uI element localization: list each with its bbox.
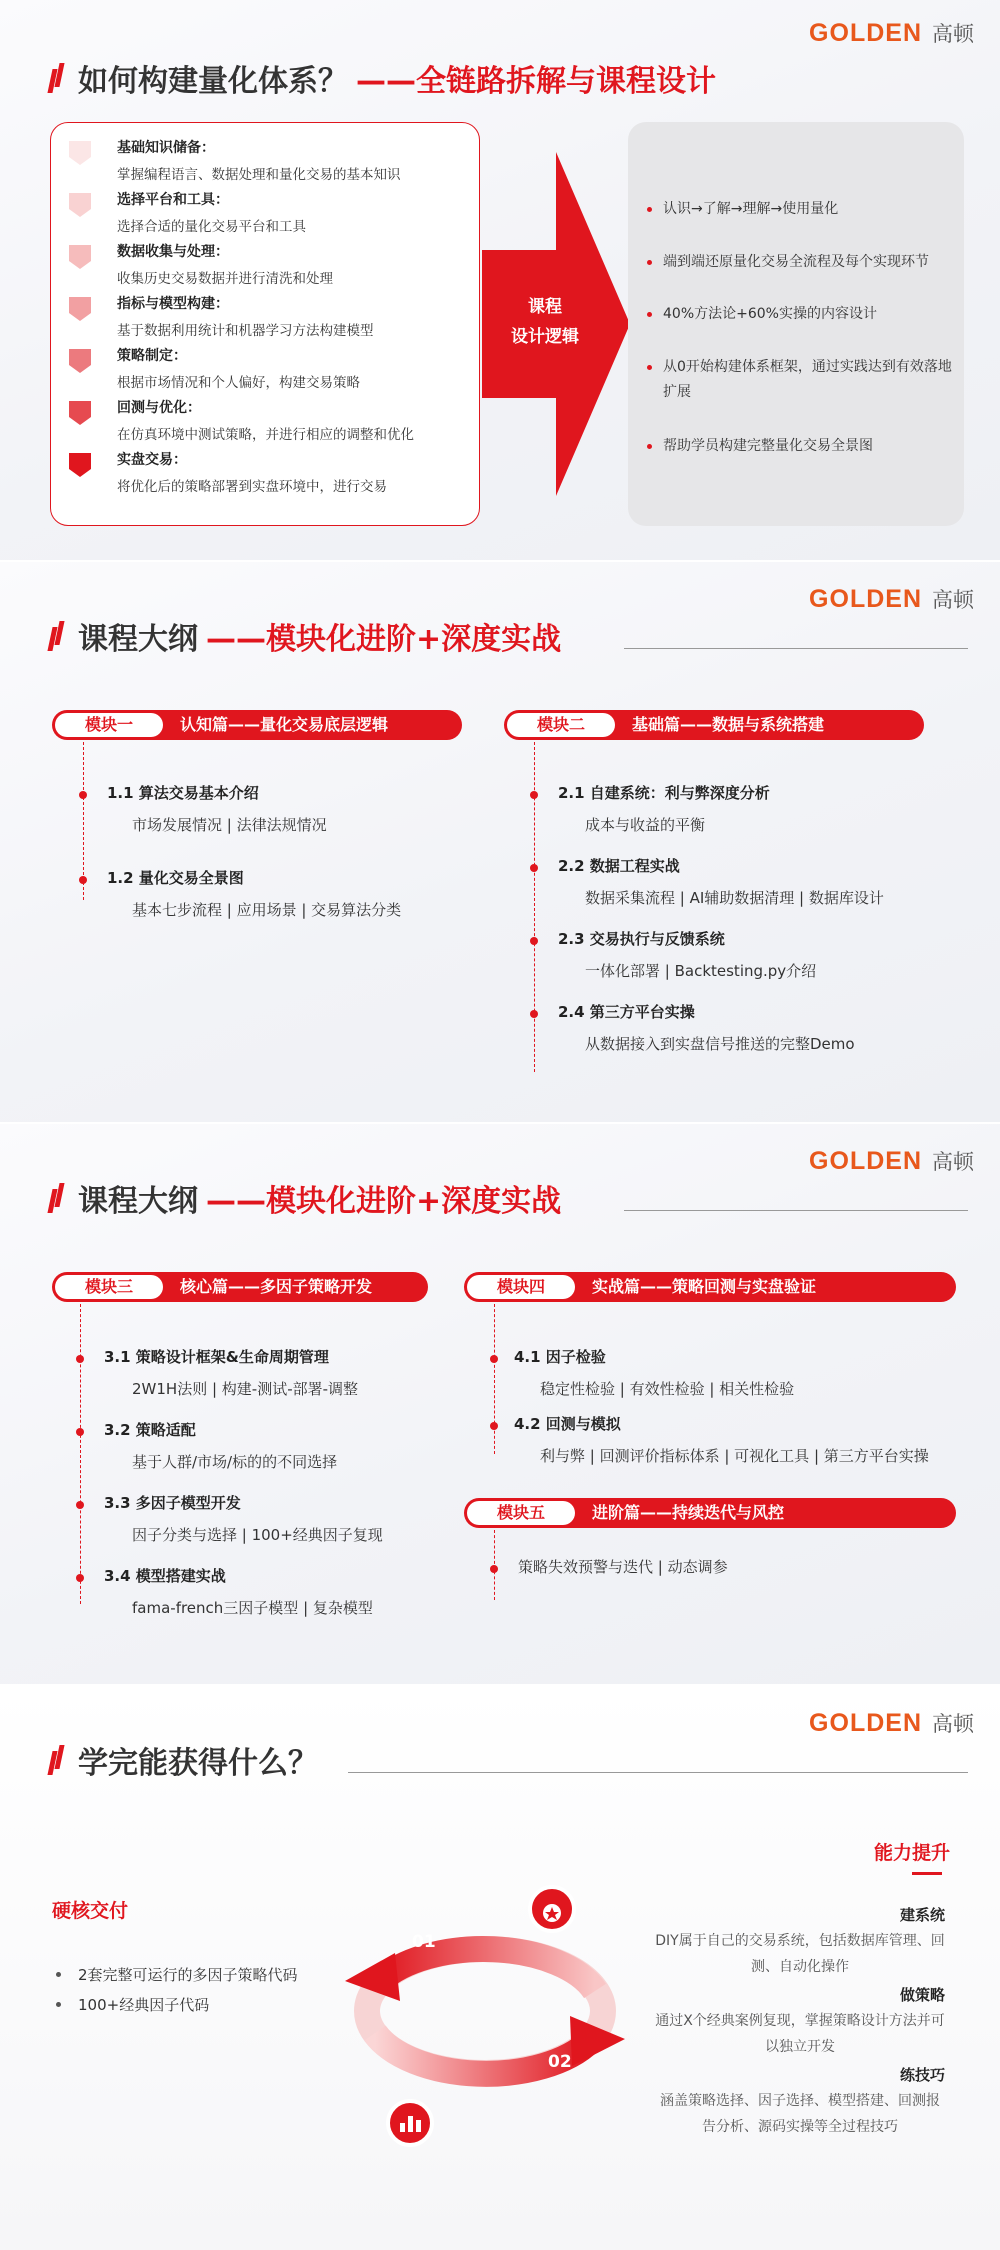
step-desc: 将优化后的策略部署到实盘环境中，进行交易: [117, 479, 387, 495]
module-tag: 模块五: [467, 1501, 575, 1525]
cycle-graphic: [340, 1861, 630, 2161]
module-name: 核心篇——多因子策略开发: [180, 1277, 373, 1296]
module-item-desc: 从数据接入到实盘信号推送的完整Demo: [585, 1035, 855, 1053]
title-mark-icon: [50, 621, 64, 651]
delivery-item: 100+经典因子代码: [78, 1996, 210, 2014]
step-desc: 选择合适的量化交易平台和工具: [117, 219, 306, 235]
module-1-header: [52, 710, 462, 740]
arrow-label-1: 课程: [528, 297, 562, 317]
steps-box: [50, 122, 480, 526]
timeline-dot: [76, 1501, 84, 1509]
step-title: 策略制定：: [117, 348, 187, 364]
section-system-building: [0, 0, 1000, 560]
title-mark-icon: [50, 63, 64, 93]
brand-logo-en: GOLDEN: [809, 584, 922, 613]
step-title: 数据收集与处理：: [117, 244, 229, 260]
module-item-desc: fama-french三因子模型 | 复杂模型: [132, 1599, 373, 1617]
module-item-desc: 基于人群/市场/标的的不同选择: [132, 1453, 338, 1471]
section-title-main: 如何构建量化体系？: [78, 64, 348, 99]
module-item-title: 3.1 策略设计框架&生命周期管理: [104, 1348, 329, 1366]
timeline-dot: [490, 1565, 498, 1573]
timeline-dot: [530, 937, 538, 945]
delivery-item: 2套完整可运行的多因子策略代码: [78, 1966, 298, 1984]
brand-logo-en: GOLDEN: [809, 1146, 922, 1175]
module-item-title: 2.4 第三方平台实操: [558, 1003, 695, 1021]
module-item-desc: 策略失效预警与迭代 | 动态调参: [518, 1558, 728, 1576]
section-title-red: ——模块化进阶+深度实战: [206, 622, 562, 657]
module-item-desc: 稳定性检验 | 有效性检验 | 相关性检验: [540, 1380, 795, 1398]
step-title: 实盘交易：: [117, 452, 187, 468]
step-title: 指标与模型构建：: [117, 296, 229, 312]
title-mark-icon: [50, 1745, 64, 1775]
brand-logo-en: GOLDEN: [809, 18, 922, 47]
module-item-desc: 利与弊 | 回测评价指标体系 | 可视化工具 | 第三方平台实操: [540, 1447, 929, 1465]
title-mark-icon: [50, 1183, 64, 1213]
brand-logo-cn: 高顿: [932, 1712, 974, 1736]
ability-title: 建系统: [899, 1906, 945, 1924]
ability-desc: 涵盖策略选择、因子选择、模型搭建、回测报告分析、源码实操等全过程技巧: [660, 2093, 940, 2135]
module-name: 实战篇——策略回测与实盘验证: [592, 1277, 817, 1296]
brand-logo: [809, 1146, 974, 1176]
timeline-dot: [490, 1355, 498, 1363]
module-item-title: 4.1 因子检验: [514, 1348, 606, 1366]
step-desc: 收集历史交易数据并进行清洗和处理: [117, 271, 333, 287]
timeline-dot: [530, 1010, 538, 1018]
cycle-number-2: 02: [548, 2052, 572, 2072]
timeline-dot: [530, 864, 538, 872]
module-3-timeline: [80, 1304, 81, 1604]
module-tag: 模块三: [55, 1275, 163, 1299]
brand-logo-cn: 高顿: [932, 588, 974, 612]
cycle-number-1: 01: [412, 1932, 436, 1952]
arrow-label-2: 设计逻辑: [511, 327, 579, 347]
timeline-dot: [76, 1574, 84, 1582]
design-point: 端到端还原量化交易全流程及每个实现环节: [663, 250, 953, 275]
module-name: 认知篇——量化交易底层逻辑: [180, 715, 389, 734]
step-desc: 基于数据利用统计和机器学习方法构建模型: [117, 323, 374, 339]
title-divider: [624, 648, 968, 649]
module-5-header: [464, 1498, 956, 1528]
brand-logo: [809, 584, 974, 614]
title-divider: [348, 1772, 968, 1773]
step-desc: 根据市场情况和个人偏好，构建交易策略: [117, 375, 360, 391]
module-item-desc: 一体化部署 | Backtesting.py介绍: [585, 962, 817, 980]
ability-desc: 通过X个经典案例复现，掌握策略设计方法并可以独立开发: [655, 2013, 945, 2055]
ability-desc: DIY属于自己的交易系统，包括数据库管理、回测、自动化操作: [655, 1933, 945, 1975]
steps-chevron-icon: [61, 123, 101, 527]
module-tag: 模块二: [507, 713, 615, 737]
section-title-main: 学完能获得什么？: [78, 1746, 318, 1781]
module-item-desc: 数据采集流程 | AI辅助数据清理 | 数据库设计: [585, 889, 884, 907]
step-title: 基础知识储备：: [117, 140, 215, 156]
timeline-dot: [490, 1422, 498, 1430]
section-outcomes: [0, 1686, 1000, 2250]
section-title: [50, 1176, 561, 1220]
section-title: [50, 614, 561, 658]
brand-logo-cn: 高顿: [932, 1150, 974, 1174]
design-point: 40%方法论+60%实操的内容设计: [663, 302, 953, 327]
timeline-dot: [76, 1428, 84, 1436]
module-3-header: [52, 1272, 428, 1302]
brand-logo-en: GOLDEN: [809, 1708, 922, 1737]
module-4-timeline: [494, 1304, 495, 1454]
ability-title: 做策略: [899, 1986, 945, 2004]
module-tag: 模块一: [55, 713, 163, 737]
section-title: [50, 1738, 318, 1782]
hardcore-delivery-heading: 硬核交付: [52, 1900, 129, 1922]
module-name: 基础篇——数据与系统搭建: [632, 715, 825, 734]
design-point: 认识→了解→理解→使用量化: [663, 197, 953, 222]
step-title: 选择平台和工具：: [117, 192, 229, 208]
module-item-title: 2.2 数据工程实战: [558, 857, 680, 875]
step-desc: 掌握编程语言、数据处理和量化交易的基本知识: [117, 167, 401, 183]
ability-heading-underline: [912, 1872, 942, 1875]
timeline-dot: [79, 876, 87, 884]
section-outline-2: [0, 1124, 1000, 1684]
section-title-main: 课程大纲: [78, 622, 198, 657]
title-divider: [624, 1210, 968, 1211]
module-item-desc: 2W1H法则 | 构建-测试-部署-调整: [132, 1380, 359, 1398]
module-name: 进阶篇——持续迭代与风控: [592, 1503, 785, 1522]
brand-logo-cn: 高顿: [932, 22, 974, 46]
section-title: [50, 56, 716, 100]
module-item-desc: 基本七步流程 | 应用场景 | 交易算法分类: [132, 901, 402, 919]
step-desc: 在仿真环境中测试策略，并进行相应的调整和优化: [117, 427, 414, 443]
section-title-red: ——全链路拆解与课程设计: [356, 64, 716, 99]
timeline-dot: [76, 1355, 84, 1363]
design-point: 从0开始构建体系框架，通过实践达到有效落地扩展: [663, 355, 953, 405]
ability-title: 练技巧: [899, 2066, 945, 2084]
module-item-title: 2.3 交易执行与反馈系统: [558, 930, 725, 948]
module-item-desc: 因子分类与选择 | 100+经典因子复现: [132, 1526, 383, 1544]
module-item-desc: 成本与收益的平衡: [585, 816, 706, 834]
module-item-title: 4.2 回测与模拟: [514, 1415, 621, 1433]
module-item-title: 1.2 量化交易全景图: [107, 869, 244, 887]
ability-heading: 能力提升: [873, 1842, 950, 1864]
module-item-title: 3.4 模型搭建实战: [104, 1567, 226, 1585]
brand-logo: [809, 1708, 974, 1738]
design-point: 帮助学员构建完整量化交易全景图: [663, 434, 953, 459]
step-title: 回测与优化：: [117, 400, 201, 416]
section-outline-1: [0, 562, 1000, 1122]
section-title-main: 课程大纲: [78, 1184, 198, 1219]
module-2-header: [504, 710, 924, 740]
brand-logo: [809, 18, 974, 48]
module-item-desc: 市场发展情况 | 法律法规情况: [132, 816, 327, 834]
module-item-title: 2.1 自建系统：利与弊深度分析: [558, 784, 770, 802]
module-item-title: 3.3 多因子模型开发: [104, 1494, 241, 1512]
section-title-red: ——模块化进阶+深度实战: [206, 1184, 562, 1219]
timeline-dot: [530, 791, 538, 799]
timeline-dot: [79, 791, 87, 799]
module-4-header: [464, 1272, 956, 1302]
module-item-title: 1.1 算法交易基本介绍: [107, 784, 259, 802]
module-item-title: 3.2 策略适配: [104, 1421, 196, 1439]
module-tag: 模块四: [467, 1275, 575, 1299]
